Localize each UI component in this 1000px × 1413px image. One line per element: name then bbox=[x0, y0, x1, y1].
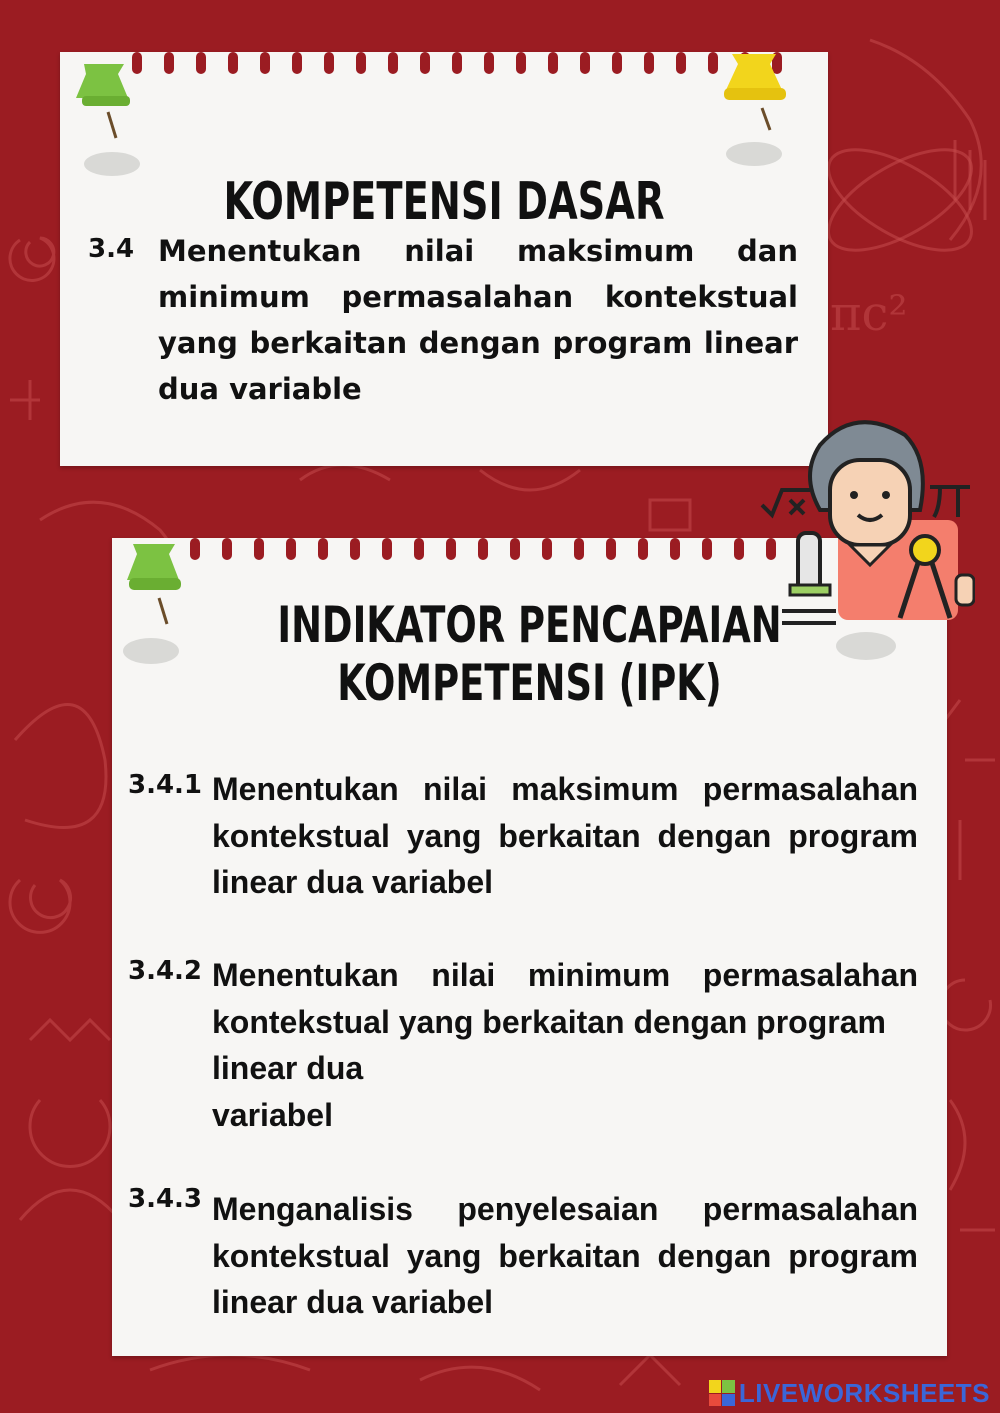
liveworksheets-logo-icon bbox=[709, 1380, 735, 1406]
kd-description: Menentukan nilai maksimum dan minimum permasalahan kontekstual yang berkaitan dengan program linear dua variable bbox=[158, 234, 798, 406]
svg-text:πc²: πc² bbox=[830, 286, 908, 342]
yellow-pushpin-icon bbox=[712, 46, 802, 176]
ipk-item-text: Menganalisis penyelesaian permasalahan kontekstual yang berkaitan dengan program linear dua variabel bbox=[212, 1191, 918, 1320]
ipk-item-number: 3.4.2 bbox=[128, 956, 203, 986]
brand-name: LIVEWORKSHEETS bbox=[738, 1377, 990, 1408]
green-pushpin-icon bbox=[115, 536, 200, 671]
green-pushpin-icon bbox=[70, 52, 150, 182]
ipk-item-number: 3.4.1 bbox=[128, 770, 203, 800]
ipk-item-number: 3.4.3 bbox=[128, 1184, 203, 1214]
ipk-item-text-line: Menentukan nilai minimum permasalahan kontekstual yang berkaitan dengan program bbox=[212, 957, 918, 1040]
ipk-item-text bbox=[212, 952, 918, 1138]
kompetensi-dasar-title: KOMPETENSI DASAR bbox=[223, 172, 665, 232]
ipk-item-text-line: linear dua bbox=[212, 1050, 364, 1086]
ipk-card bbox=[112, 538, 947, 1356]
ipk-title-line1: INDIKATOR PENCAPAIAN bbox=[277, 596, 782, 654]
kd-number: 3.4 bbox=[88, 234, 135, 264]
ipk-title-line2: KOMPETENSI (IPK) bbox=[337, 654, 722, 712]
ipk-item-text: Menentukan nilai maksimum permasalahan kontekstual yang berkaitan dengan program linear dua variabel bbox=[212, 771, 918, 900]
liveworksheets-brand bbox=[709, 1379, 990, 1407]
math-student-icon bbox=[760, 405, 975, 630]
ipk-item-text-line: variabel bbox=[212, 1096, 333, 1133]
